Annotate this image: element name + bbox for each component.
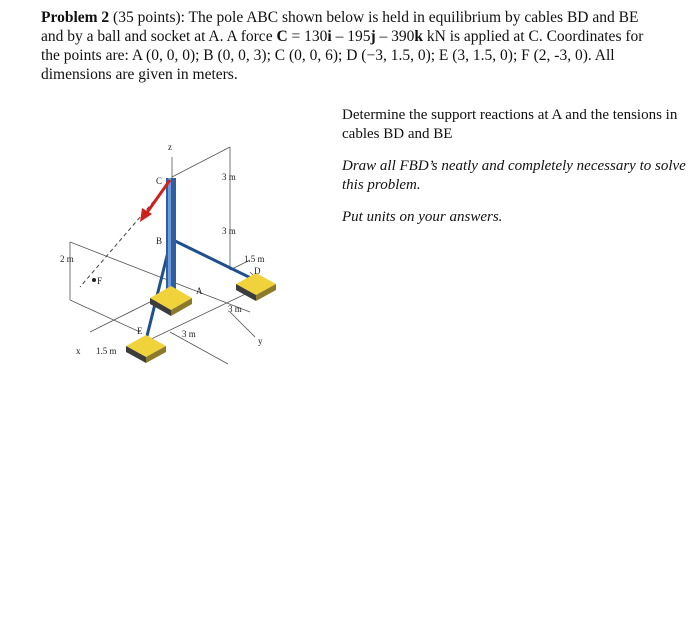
force-eq: = 130 — [287, 28, 328, 45]
point-f-marker — [92, 278, 96, 282]
base-e — [126, 335, 166, 363]
dim-3m-bottom: 3 m — [182, 329, 196, 339]
base-d — [236, 273, 276, 301]
dim-3m-right: 3 m — [228, 304, 242, 314]
instruction-determine: Determine the support reactions at A and the tensions in cables BD and BE — [342, 107, 678, 142]
label-f: F — [97, 276, 103, 286]
force-mid-2: – 390 — [375, 28, 415, 45]
force-symbol: C — [276, 28, 288, 45]
label-x: x — [76, 346, 81, 356]
pole-figure — [50, 122, 330, 372]
pole-highlight — [168, 178, 171, 296]
label-b: B — [156, 236, 163, 246]
pole-diagram — [50, 122, 330, 372]
force-mid-1: – 195 — [331, 28, 371, 45]
dim-1-5m-right: 1.5 m — [244, 254, 265, 264]
base-a — [150, 286, 192, 316]
label-e: E — [137, 326, 143, 336]
problem-text-1: The pole ABC shown below is held in equilibrium by cables BD and BE and by a ball and socket at A. A force — [41, 9, 639, 45]
instructions — [342, 106, 692, 240]
problem-statement — [41, 8, 651, 84]
label-y: y — [258, 336, 263, 346]
ground-line-2 — [70, 300, 140, 332]
unit-j: j — [370, 28, 376, 45]
y-axis-line — [230, 312, 255, 337]
cable-bd — [173, 240, 255, 280]
label-z: z — [168, 142, 172, 152]
instruction-fbd: Draw all FBD’s neatly and completely necessary to solve this problem. — [342, 158, 686, 193]
unit-k: k — [414, 28, 424, 45]
dim-1-5m-bottom: 1.5 m — [96, 346, 117, 356]
dim-2m: 2 m — [60, 254, 74, 264]
dim-3m-top: 3 m — [222, 172, 236, 182]
dim-3m-mid: 3 m — [222, 226, 236, 236]
unit-i: i — [327, 28, 332, 45]
label-a: A — [196, 286, 203, 296]
x-axis-line — [170, 332, 228, 364]
force-arrow-c — [140, 180, 170, 222]
instruction-units: Put units on your answers. — [342, 209, 503, 225]
problem-points: (35 points): — [109, 9, 189, 26]
label-c: C — [156, 176, 163, 186]
problem-text-2: kN is applied at C. Coordinates for the points are: A (0, 0, 0); B (0, 0, 3); C (0, 0, 6); D (−3, 1.5, 0); E (3, 1.5, 0); F (2, -3, 0). All dimensions are given in meters. — [41, 28, 644, 83]
problem-number: Problem 2 — [41, 9, 110, 26]
label-d: D — [254, 266, 261, 276]
